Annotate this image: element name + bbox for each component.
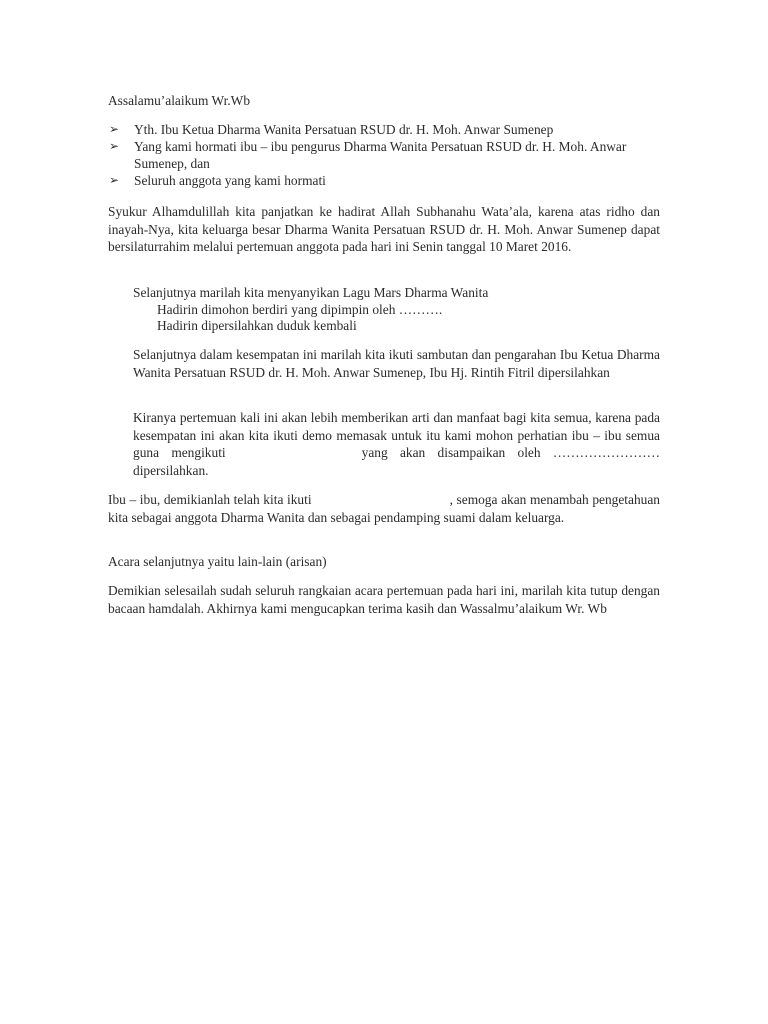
cooking-paragraph bbox=[133, 409, 660, 479]
addressee-text: Yang kami hormati ibu – ibu pengurus Dharma Wanita Persatuan RSUD dr. H. Moh. Anwar Sumenep, dan bbox=[134, 139, 627, 171]
greeting: Assalamu’alaikum Wr.Wb bbox=[108, 93, 251, 108]
list-item bbox=[108, 138, 660, 172]
cooking-closing-paragraph bbox=[108, 491, 660, 526]
speech-paragraph: Selanjutnya dalam kesempatan ini marilah kita ikuti sambutan dan pengarahan Ibu Ketua Dharma Wanita Persatuan RSUD dr. H. Moh. Anwar Sumenep, Ibu Hj. Rintih Fitril dipersilahkan bbox=[133, 347, 660, 380]
anthem-block bbox=[133, 285, 660, 335]
addressee-list bbox=[108, 121, 660, 189]
closing-paragraph: Demikian selesailah sudah seluruh rangkaian acara pertemuan pada hari ini, marilah kita tutup dengan bacaan hamdalah. Akhirnya kami mengucapkan terima kasih dan Wassalmu’alaikum Wr. Wb bbox=[108, 583, 660, 616]
anthem-sit: Hadirin dipersilahkan duduk kembali bbox=[157, 318, 357, 333]
arrow-bullet-icon: ➢ bbox=[109, 122, 120, 136]
arrow-bullet-icon: ➢ bbox=[109, 173, 120, 187]
list-item bbox=[108, 121, 660, 138]
cooking-text-2: yang akan disampaikan oleh ……………………dipersilahkan. bbox=[133, 445, 660, 478]
next-agenda: Acara selanjutnya yaitu lain-lain (arisan) bbox=[108, 554, 327, 569]
list-item bbox=[108, 172, 660, 189]
addressee-text: Yth. Ibu Ketua Dharma Wanita Persatuan RSUD dr. H. Moh. Anwar Sumenep bbox=[134, 122, 554, 137]
opening-paragraph: Syukur Alhamdulillah kita panjatkan ke hadirat Allah Subhanahu Wata’ala, karena atas ridho dan inayah-Nya, kita keluarga besar Dharma Wanita Persatuan RSUD dr. H. Moh. Anwar Sumenep dapat bersilaturrahim melalui pertemuan anggota pada hari ini Senin tanggal 10 Maret 2016. bbox=[108, 204, 660, 254]
arrow-bullet-icon: ➢ bbox=[109, 139, 120, 153]
cooking-text-1: Kiranya pertemuan kali ini akan lebih memberikan arti dan manfaat bagi kita semua, karena pada kesempatan ini akan kita ikuti demo memasak untuk itu kami mohon perhatian ibu – ibu semua guna mengikuti bbox=[133, 410, 660, 460]
anthem-stand: Hadirin dimohon berdiri yang dipimpin oleh ………. bbox=[157, 301, 443, 317]
anthem-intro: Selanjutnya marilah kita menyanyikan Lagu Mars Dharma Wanita bbox=[133, 285, 489, 300]
addressee-text: Seluruh anggota yang kami hormati bbox=[134, 173, 326, 188]
cooking-closing-text-1: Ibu – ibu, demikianlah telah kita ikuti bbox=[108, 492, 312, 507]
cooking-closing-text-2: , semoga akan menambah pengetahuan kita sebagai anggota Dharma Wanita dan sebagai pendamping suami dalam keluarga. bbox=[108, 492, 660, 525]
